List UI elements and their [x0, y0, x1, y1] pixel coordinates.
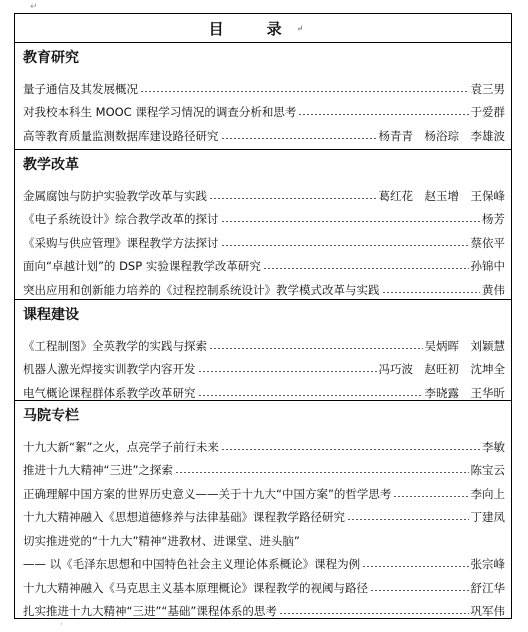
- entry-author: 李敏: [482, 439, 505, 454]
- toc-entry[interactable]: [23, 572, 505, 596]
- toc-entry[interactable]: [23, 227, 505, 251]
- leader-dots: [198, 371, 377, 372]
- leader-dots: [279, 613, 469, 614]
- toc-entry[interactable]: [23, 180, 505, 204]
- entry-title: 扎实推进十九大精神“三进”“基础”课程体系的思考: [23, 604, 277, 618]
- leader-dots: [263, 268, 469, 269]
- entry-author: 葛红花 赵玉增 王保峰: [378, 188, 505, 203]
- entry-title: 《采购与供应管理》课程教学方法探讨: [23, 235, 219, 250]
- entry-title: 机器人激光焊接实训教学内容开发: [23, 362, 196, 376]
- leader-dots: [382, 292, 481, 293]
- toc-entry[interactable]: [23, 274, 505, 298]
- section-heading: 马院专栏: [23, 408, 79, 424]
- toc-entry[interactable]: [23, 73, 505, 97]
- entry-title: 电气概论课程群体系教学改革研究: [23, 385, 196, 400]
- entry-title: 突出应用和创新能力培养的《过程控制系统设计》教学模式改革与实践: [23, 282, 380, 297]
- section-marxism-column: [15, 401, 511, 619]
- entry-title: 高等教育质量监测数据库建设路径研究: [23, 128, 219, 143]
- leader-dots: [347, 519, 469, 520]
- entry-author: 巩军伟: [470, 604, 505, 618]
- entry-author: 孙锦中: [470, 259, 505, 273]
- toc-table: [14, 13, 512, 619]
- entry-title: 《电子系统设计》综合教学改革的探讨: [23, 212, 219, 226]
- entry-title: —— 以《毛泽东思想和中国特色社会主义理论体系概论》课程为例: [23, 557, 361, 571]
- section-heading: 教育研究: [23, 50, 79, 66]
- entry-author: 黄伟: [482, 282, 505, 297]
- toc-entry[interactable]: [23, 330, 505, 354]
- entry-author: 舒江华: [470, 580, 505, 595]
- entry-title: 量子通信及其发展概况: [23, 81, 138, 96]
- entry-author: 吴炳晖 刘颖慧: [424, 338, 505, 353]
- toc-entry[interactable]: [23, 549, 505, 573]
- leader-dots: [198, 395, 423, 396]
- entry-author: 陈宝云: [470, 463, 505, 477]
- section-course-building: [15, 300, 511, 401]
- leader-dots: [221, 245, 469, 246]
- leader-dots: [393, 496, 468, 497]
- entry-title: 《工程制图》全英教学的实践与探索: [23, 338, 207, 353]
- section-heading: 教学改革: [23, 157, 79, 173]
- entry-title: 正确理解中国方案的世界历史意义——关于十九大“中国方案”的哲学思考: [23, 486, 392, 501]
- toc-entry[interactable]: [23, 431, 505, 455]
- corner-mark-bottom: ·: [60, 620, 63, 630]
- entry-author: 张宗峰: [470, 557, 505, 571]
- corner-mark-top: ↵: [30, 2, 38, 12]
- toc-entry[interactable]: [23, 204, 505, 228]
- entry-author: 丁建凤: [470, 510, 505, 524]
- toc-title-text: 目 录: [208, 19, 296, 38]
- entry-title: 推进十九大精神“三进”之探索: [23, 463, 173, 477]
- entry-title: 切实推进党的“十九大”精神“进教材、进课堂、进头脑”: [23, 533, 300, 548]
- toc-entry[interactable]: [23, 455, 505, 479]
- entry-author: 杨芳: [482, 212, 505, 226]
- toc-entry[interactable]: [23, 478, 505, 502]
- toc-title: [15, 14, 511, 43]
- leader-dots: [298, 114, 468, 115]
- leader-dots: [140, 91, 469, 92]
- entry-author: 袁三男: [470, 81, 505, 96]
- paragraph-mark: ↵: [296, 23, 318, 33]
- entry-title: 面向“卓越计划”的 DSP 实验课程教学改革研究: [23, 259, 261, 273]
- leader-dots: [175, 472, 469, 473]
- entry-author: 杨青青 杨浴琮 李雄波: [378, 128, 505, 143]
- toc-entry[interactable]: [23, 354, 505, 378]
- toc-entry[interactable]: [23, 377, 505, 401]
- leader-dots: [209, 198, 377, 199]
- entry-title: 十九大精神融入《思想道德修养与法律基础》课程教学路径研究: [23, 510, 345, 524]
- entry-title: 十九大新“絮”之火，点亮学子前行未来: [23, 439, 219, 454]
- leader-dots: [209, 348, 423, 349]
- entry-author: 李向上: [470, 486, 505, 501]
- toc-entry[interactable]: [23, 502, 505, 526]
- toc-entry[interactable]: [23, 97, 505, 121]
- leader-dots: [370, 590, 469, 591]
- entry-author: 于爱群: [470, 105, 505, 119]
- entry-title: 十九大精神融入《马克思主义基本原理概论》课程教学的视阈与路径: [23, 580, 368, 595]
- section-teaching-reform: [15, 150, 511, 300]
- leader-dots: [221, 449, 480, 450]
- toc-entry[interactable]: [23, 596, 505, 620]
- entry-title: 金属腐蚀与防护实验教学改革与实践: [23, 188, 207, 203]
- leader-dots: [362, 566, 468, 567]
- leader-dots: [221, 138, 377, 139]
- section-heading: 课程建设: [23, 307, 79, 323]
- toc-entry[interactable]: [23, 525, 505, 549]
- toc-entry[interactable]: [23, 251, 505, 275]
- entry-title: 对我校本科生 MOOC 课程学习情况的调查分析和思考: [23, 105, 297, 119]
- section-education-research: [15, 43, 511, 150]
- entry-author: 蔡依平: [470, 235, 505, 250]
- leader-dots: [221, 221, 481, 222]
- toc-entry[interactable]: [23, 120, 505, 144]
- entry-author: 冯巧波 赵旺初 沈坤全: [378, 362, 505, 376]
- entry-author: 李晓露 王华昕: [424, 385, 505, 400]
